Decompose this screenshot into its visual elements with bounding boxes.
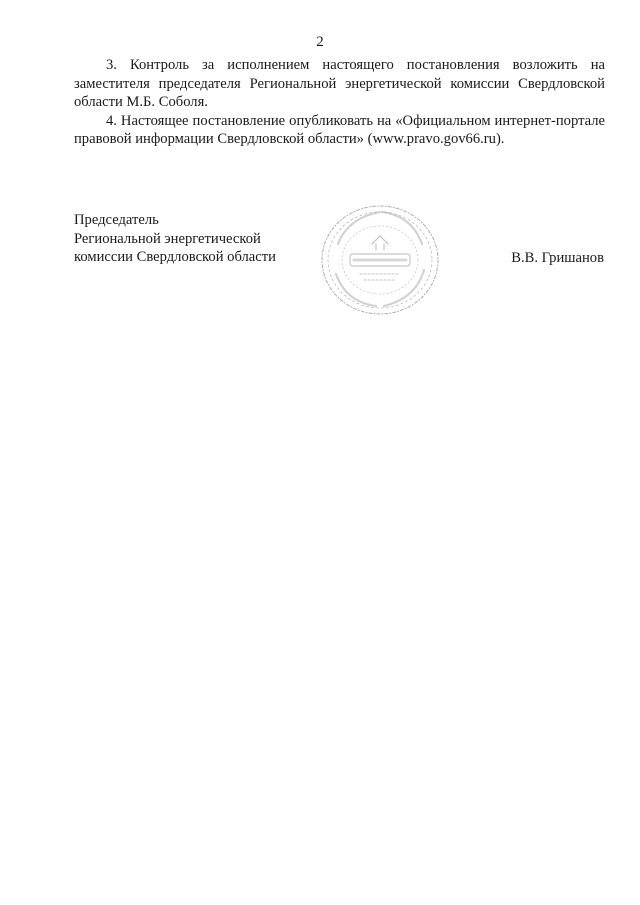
signatory-title-line: комиссии Свердловской области <box>74 249 276 265</box>
signatory-title-line: Председатель <box>74 212 159 228</box>
paragraph-3: 3. Контроль за исполнением настоящего постановления возложить на заместителя председателя Региональной энергетической комиссии Свердловской области М.Б. Соболя. <box>74 57 605 110</box>
document-body <box>74 56 605 149</box>
signatory-title-line: Региональной энергетической <box>74 230 261 247</box>
official-seal-icon <box>316 200 444 320</box>
signatory-title <box>74 211 276 267</box>
paragraph-4: 4. Настоящее постановление опубликовать на «Официальном интернет-портале правовой информации Свердловской области» (www.pravo.gov66.ru). <box>74 112 605 147</box>
page-number: 2 <box>316 34 324 50</box>
signatory-name: В.В. Гришанов <box>511 250 604 266</box>
seal-graphic <box>316 200 444 320</box>
